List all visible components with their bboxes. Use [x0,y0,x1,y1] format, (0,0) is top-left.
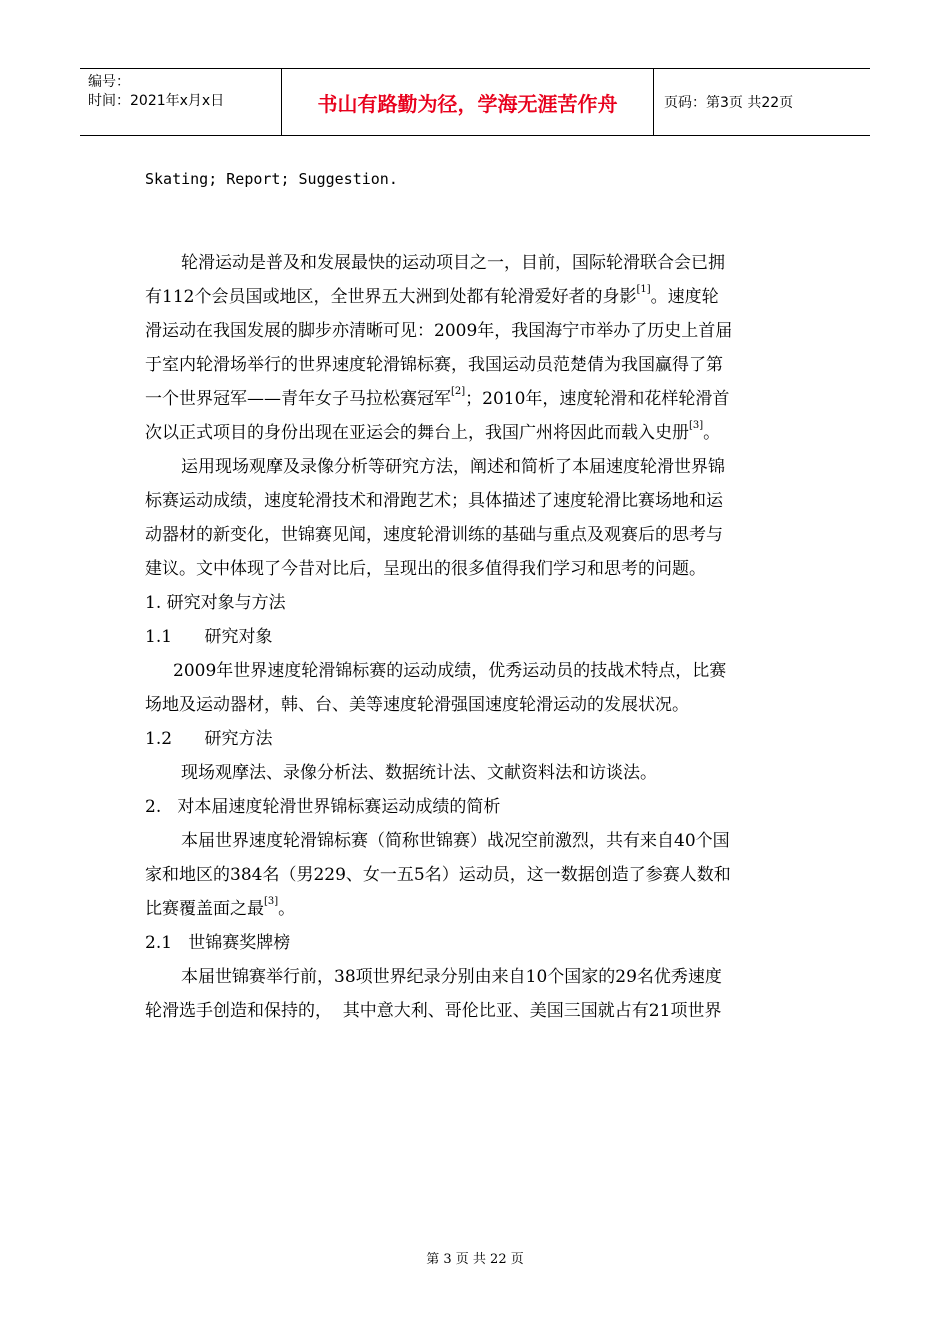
paragraph-line: 2009年世界速度轮滑锦标赛的运动成绩，优秀运动员的技战术特点，比赛 [173,661,727,681]
paragraph-line: 于室内轮滑场举行的世界速度轮滑锦标赛，我国运动员范楚倩为我国赢得了第 [145,355,723,375]
subsection-heading: 1.2 研究方法 [145,729,273,749]
header-motto: 书山有路勤为径，学海无涯苦作舟 [282,69,654,135]
paragraph-line: 本届世锦赛举行前，38项世界纪录分别由来自10个国家的29名优秀速度 [181,967,722,987]
subsection-heading: 2.1 世锦赛奖牌榜 [145,933,291,953]
paragraph-line: 建议。文中体现了今昔对比后，呈现出的很多值得我们学习和思考的问题。 [145,559,706,579]
paragraph-line: 动器材的新变化，世锦赛见闻，速度轮滑训练的基础与重点及观赛后的思考与 [145,525,723,545]
paragraph-line: 有112个会员国或地区，全世界五大洲到处都有轮滑爱好者的身影[1]。速度轮 [145,284,719,307]
header-page-info: 页码：第3页 共22页 [664,95,794,111]
paragraph-line: 标赛运动成绩，速度轮滑技术和滑跑艺术；具体描述了速度轮滑比赛场地和运 [145,491,723,511]
page-footer: 第 3 页 共 22 页 [426,1252,524,1267]
paragraph-line: 轮滑运动是普及和发展最快的运动项目之一，目前，国际轮滑联合会已拥 [181,253,725,273]
keywords-tail: Skating; Report; Suggestion. [145,170,398,188]
paragraph-line: 运用现场观摩及录像分析等研究方法，阐述和简析了本届速度轮滑世界锦 [181,457,725,477]
paragraph-line: 比赛覆盖面之最[3]。 [145,896,296,919]
subsection-heading: 1.1 研究对象 [145,627,273,647]
page-header [80,68,870,136]
paragraph-line: 本届世界速度轮滑锦标赛（简称世锦赛）战况空前激烈，共有来自40个国 [181,831,730,851]
section-heading: 1. 研究对象与方法 [145,593,286,613]
citation: [3] [264,896,279,907]
paragraph-line: 滑运动在我国发展的脚步亦清晰可见：2009年，我国海宁市举办了历史上首届 [145,321,733,341]
paragraph-line: 次以正式项目的身份出现在亚运会的舞台上，我国广州将因此而载入史册[3]。 [145,420,721,443]
section-heading: 2. 对本届速度轮滑世界锦标赛运动成绩的简析 [145,797,501,817]
citation: [2] [451,386,466,397]
header-meta [80,69,282,135]
citation: [3] [689,420,704,431]
paragraph-line: 家和地区的384名（男229、女一五5名）运动员，这一数据创造了参赛人数和 [145,865,731,885]
time-label: 时间：2021年x月x日 [88,93,225,109]
citation: [1] [636,284,651,295]
number-label: 编号： [88,74,130,90]
paragraph-line: 一个世界冠军——青年女子马拉松赛冠军[2]；2010年，速度轮滑和花样轮滑首 [145,386,730,409]
document-body [145,160,807,1028]
paragraph-line: 轮滑选手创造和保持的， 其中意大利、哥伦比亚、美国三国就占有21项世界 [145,1001,722,1021]
paragraph-line: 现场观摩法、录像分析法、数据统计法、文献资料法和访谈法。 [181,763,657,783]
paragraph-line: 场地及运动器材，韩、台、美等速度轮滑强国速度轮滑运动的发展状况。 [145,695,689,715]
